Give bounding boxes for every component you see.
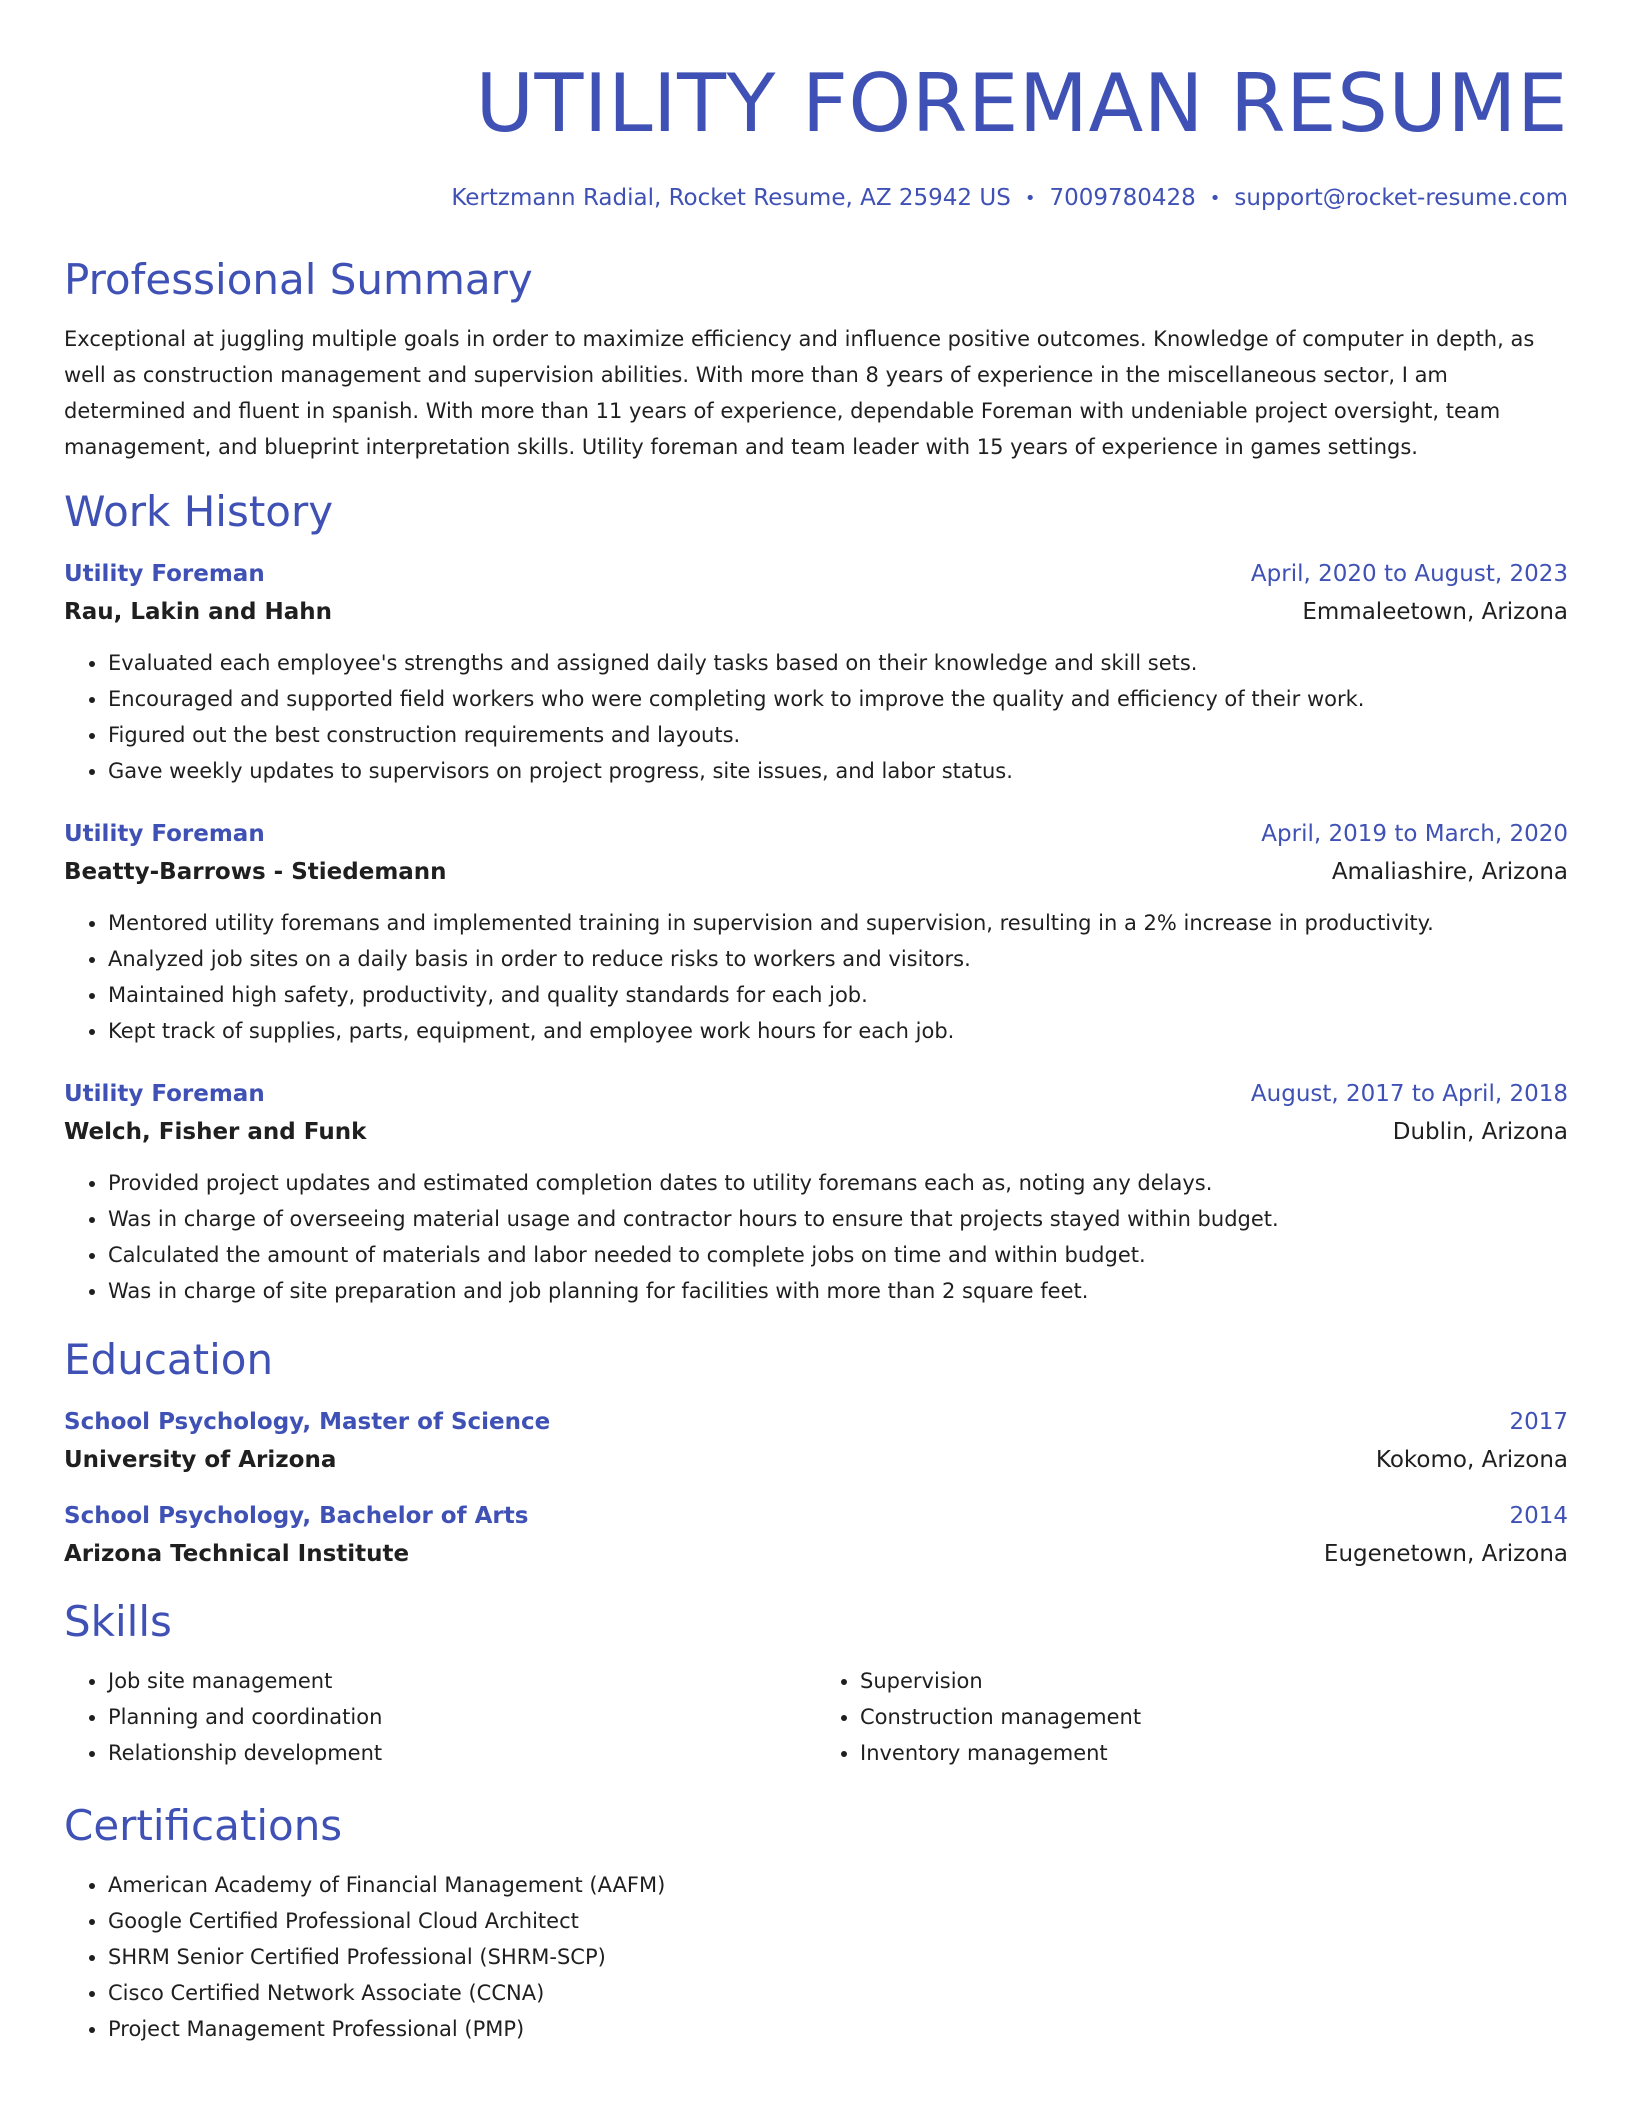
- contact-separator: •: [1024, 188, 1036, 209]
- job-bullet: • Encouraged and supported field workers who were completing work to improve the quality and efficiency of their work.: [108, 681, 1568, 717]
- resume-header: [64, 0, 1568, 217]
- job-bullet: • Gave weekly updates to supervisors on project progress, site issues, and labor status.: [108, 753, 1568, 789]
- job-location: Emmaleetown, Arizona: [1302, 599, 1568, 625]
- education-entry: [64, 1497, 1568, 1573]
- certification-item: • Cisco Certified Network Associate (CCNA): [108, 1975, 1568, 2011]
- certifications-section: [64, 1799, 1568, 2047]
- contact-phone[interactable]: 7009780428: [1049, 185, 1196, 211]
- section-title-certifications: Certifications: [64, 1801, 343, 1850]
- skill-item: • Inventory management: [860, 1735, 1568, 1771]
- certification-item: • Project Management Professional (PMP): [108, 2011, 1568, 2047]
- job-bullets: [64, 645, 1568, 789]
- contact-separator: •: [1209, 188, 1221, 209]
- certifications-list: [64, 1867, 1568, 2047]
- job-bullet: • Analyzed job sites on a daily basis in order to reduce risks to workers and visitors.: [108, 941, 1568, 977]
- contact-email[interactable]: support@rocket-resume.com: [1234, 185, 1568, 211]
- job-bullet: • Kept track of supplies, parts, equipment, and employee work hours for each job.: [108, 1013, 1568, 1049]
- certification-item: • Google Certified Professional Cloud Architect: [108, 1903, 1568, 1939]
- school-name: Arizona Technical Institute: [64, 1541, 410, 1567]
- job-company: Rau, Lakin and Hahn: [64, 599, 332, 625]
- degree: School Psychology, Master of Science: [64, 1409, 551, 1435]
- skills-column-left: [64, 1663, 816, 1771]
- job-bullet: • Figured out the best construction requirements and layouts.: [108, 717, 1568, 753]
- education-entry: [64, 1403, 1568, 1479]
- certification-item: • American Academy of Financial Management (AAFM): [108, 1867, 1568, 1903]
- section-title-summary: Professional Summary: [64, 255, 533, 304]
- job-dates: April, 2020 to August, 2023: [1250, 561, 1568, 587]
- section-title-education: Education: [64, 1335, 274, 1384]
- job-dates: April, 2019 to March, 2020: [1261, 821, 1568, 847]
- job-role: Utility Foreman: [64, 561, 265, 587]
- degree: School Psychology, Bachelor of Arts: [64, 1503, 529, 1529]
- resume-title: UTILITY FOREMAN RESUME: [475, 57, 1568, 150]
- job-bullet: • Evaluated each employee's strengths and assigned daily tasks based on their knowledge and skill sets.: [108, 645, 1568, 681]
- job-company: Beatty-Barrows - Stiedemann: [64, 859, 447, 885]
- skill-item: • Planning and coordination: [108, 1699, 816, 1735]
- school-location: Kokomo, Arizona: [1375, 1447, 1568, 1473]
- school-name: University of Arizona: [64, 1447, 337, 1473]
- job-location: Dublin, Arizona: [1392, 1119, 1568, 1145]
- job-role: Utility Foreman: [64, 1081, 265, 1107]
- job-bullets: [64, 905, 1568, 1049]
- job-bullet: • Mentored utility foremans and implemented training in supervision and supervision, resulting in a 2% increase in productivity.: [108, 905, 1568, 941]
- skills-section: [64, 1595, 1568, 1771]
- graduation-year: 2017: [1509, 1409, 1568, 1435]
- job-bullet: • Calculated the amount of materials and labor needed to complete jobs on time and within budget.: [108, 1237, 1568, 1273]
- job-location: Amaliashire, Arizona: [1331, 859, 1568, 885]
- job-dates: August, 2017 to April, 2018: [1250, 1081, 1568, 1107]
- job-bullets: [64, 1165, 1568, 1309]
- skills-column-right: [816, 1663, 1568, 1771]
- certification-item: • SHRM Senior Certified Professional (SHRM-SCP): [108, 1939, 1568, 1975]
- skill-item: • Supervision: [860, 1663, 1568, 1699]
- summary-section: [64, 253, 1568, 465]
- section-title-work-history: Work History: [64, 487, 334, 536]
- work-entry: [64, 1075, 1568, 1309]
- skill-item: • Job site management: [108, 1663, 816, 1699]
- skills-list: [64, 1663, 816, 1771]
- skills-list: [816, 1663, 1568, 1771]
- skills-grid: [64, 1663, 1568, 1771]
- work-entry: [64, 815, 1568, 1049]
- work-entry: [64, 555, 1568, 789]
- school-location: Eugenetown, Arizona: [1323, 1541, 1568, 1567]
- graduation-year: 2014: [1509, 1503, 1568, 1529]
- job-bullet: • Was in charge of site preparation and job planning for facilities with more than 2 square feet.: [108, 1273, 1568, 1309]
- section-title-skills: Skills: [64, 1597, 172, 1646]
- job-role: Utility Foreman: [64, 821, 265, 847]
- job-bullet: • Maintained high safety, productivity, and quality standards for each job.: [108, 977, 1568, 1013]
- job-bullet: • Was in charge of overseeing material usage and contractor hours to ensure that projects stayed within budget.: [108, 1201, 1568, 1237]
- contact-line: [64, 180, 1568, 217]
- skill-item: • Relationship development: [108, 1735, 816, 1771]
- skill-item: • Construction management: [860, 1699, 1568, 1735]
- contact-address: Kertzmann Radial, Rocket Resume, AZ 25942 US: [451, 185, 1011, 211]
- job-bullet: • Provided project updates and estimated completion dates to utility foremans each as, noting any delays.: [108, 1165, 1568, 1201]
- summary-text: Exceptional at juggling multiple goals in order to maximize efficiency and influence positive outcomes. Knowledge of computer in depth, as well as construction management and supervision abilities. With more than 8 years of experience in the miscellaneous sector, I am determined and fluent in spanish. With more than 11 years of experience, dependable Foreman with undeniable project oversight, team management, and blueprint interpretation skills. Utility foreman and team leader with 15 years of experience in games settings.: [64, 327, 1535, 459]
- work-history-section: [64, 485, 1568, 1309]
- job-company: Welch, Fisher and Funk: [64, 1119, 367, 1145]
- education-section: [64, 1333, 1568, 1573]
